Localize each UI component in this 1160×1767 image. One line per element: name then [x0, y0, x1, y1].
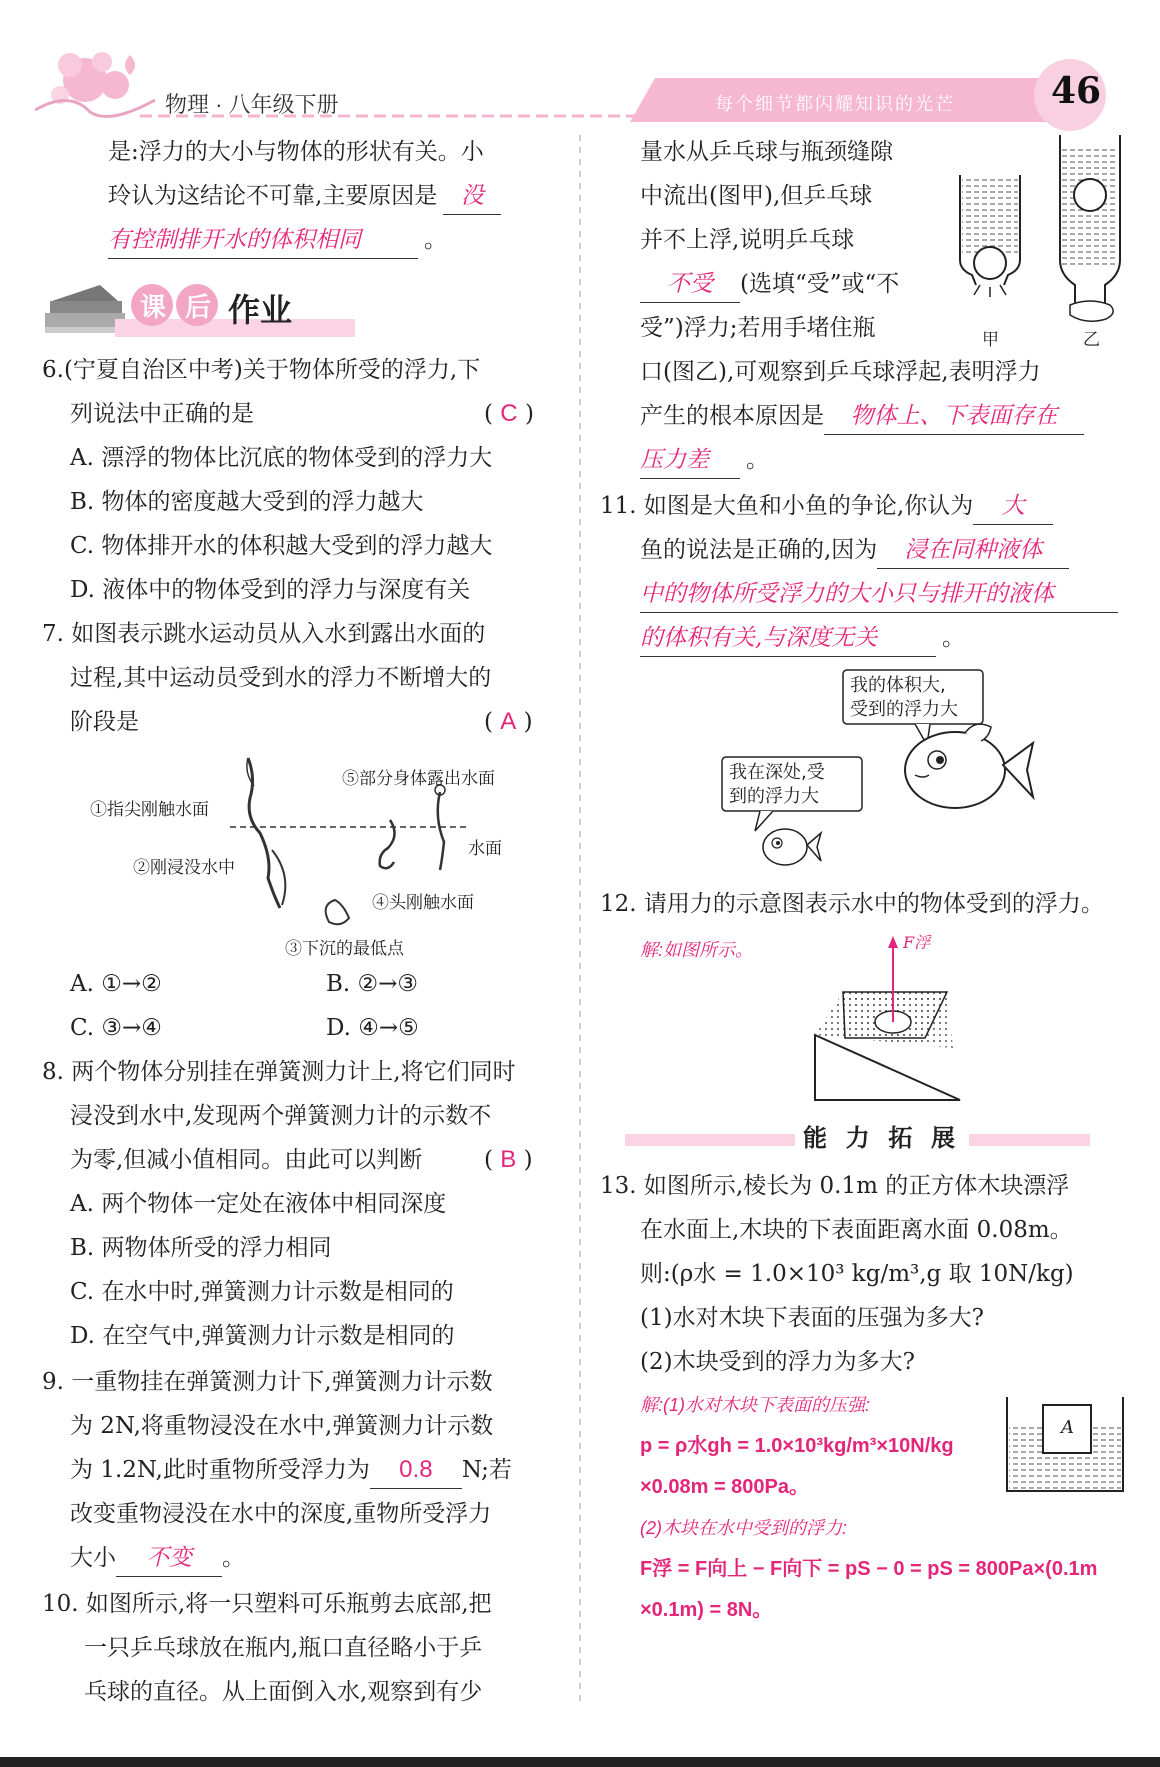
- homework-title-text: 作业: [228, 292, 293, 328]
- homework-section-title: [40, 275, 340, 340]
- q13-solution-2: p = ρ水gh = 1.0×10³kg/m³×10N/kg: [640, 1435, 954, 1457]
- q6-option-a: A. 漂浮的物体比沉底的物体受到的浮力大: [70, 445, 493, 471]
- q11-line4: [640, 616, 965, 660]
- block-label: A: [1061, 1417, 1074, 1438]
- q11-answer-1: 大: [973, 488, 1053, 525]
- intro-line1: 是:浮力的大小与物体的形状有关。小: [108, 139, 484, 165]
- bottom-bar: [0, 1757, 1160, 1767]
- q10-line4: 量水从乒乓球与瓶颈缝隙: [640, 139, 893, 165]
- q10-end-period: 。: [746, 447, 769, 473]
- q8-answer: B: [500, 1146, 517, 1173]
- q8-stem-line1: 8. 两个物体分别挂在弹簧测力计上,将它们同时: [42, 1059, 516, 1085]
- q10-line7: [640, 262, 899, 306]
- q7-stem-line1: 7. 如图表示跳水运动员从入水到露出水面的: [42, 621, 486, 647]
- incline-diagram: [805, 930, 975, 1105]
- diver-label-5: ⑤部分身体露出水面: [342, 769, 495, 788]
- q13-line3: 则:(ρ水 = 1.0×10³ kg/m³,g 取 10N/kg): [640, 1261, 1074, 1287]
- q6-option-b: B. 物体的密度越大受到的浮力越大: [70, 489, 424, 515]
- diver-label-4: ④头刚触水面: [372, 893, 474, 912]
- q13-solution-4: (2)木块在水中受到的浮力:: [640, 1518, 847, 1538]
- q7-stem-line3: 阶段是: [70, 709, 139, 735]
- q10-line9: 口(图乙),可观察到乒乓球浮起,表明浮力: [640, 359, 1041, 385]
- intro-period: 。: [424, 227, 447, 253]
- q13-solution-1: 解:(1)水对木块下表面的压强:: [640, 1395, 870, 1415]
- diver-label-water: 水面: [468, 839, 502, 858]
- small-fish-speech-2: 到的浮力大: [729, 786, 819, 807]
- page-number: 46: [1051, 70, 1102, 112]
- q12-solution: 解:如图所示。: [640, 940, 754, 960]
- bottle-label-b: 乙: [1083, 330, 1100, 349]
- q8-stem-line2: 浸没到水中,发现两个弹簧测力计的示数不: [70, 1103, 492, 1129]
- q9-line5-end: 。: [222, 1545, 245, 1571]
- diver-label-1: ①指尖刚触水面: [90, 800, 209, 819]
- page-header: [0, 40, 1160, 130]
- q12-stem: 12. 请用力的示意图表示水中的物体受到的浮力。: [600, 891, 1104, 917]
- q10-line11: [640, 438, 769, 482]
- q11-answer-2c: 的体积有关,与深度无关: [640, 620, 936, 657]
- q9-line1: 9. 一重物挂在弹簧测力计下,弹簧测力计示数: [42, 1369, 493, 1395]
- q10-line3: 乓球的直径。从上面倒入水,观察到有少: [84, 1679, 483, 1705]
- bottle-figure: [950, 135, 1130, 349]
- q9-answer-2: 不变: [116, 1540, 222, 1577]
- q10-answer-2a: 物体上、下表面存在: [824, 398, 1084, 435]
- q7-answer: A: [500, 708, 517, 735]
- q6-answer: C: [500, 400, 518, 427]
- big-fish-speech-1: 我的体积大,: [850, 675, 946, 696]
- q8-option-b: B. 两物体所受的浮力相同: [70, 1235, 332, 1261]
- q6-option-d: D. 液体中的物体受到的浮力与深度有关: [70, 577, 471, 603]
- q7-answer-paren: ( A ): [484, 708, 533, 735]
- q11-answer-2b: 中的物体所受浮力的大小只与排开的液体: [640, 576, 1118, 613]
- book-title: 物理 · 八年级下册: [165, 92, 339, 117]
- flower-ornament-icon: [30, 40, 160, 125]
- q9-line5: [70, 1536, 245, 1580]
- q11-line2-text: 鱼的说法是正确的,因为: [640, 537, 878, 563]
- q13-solution-3: ×0.08m = 800Pa。: [640, 1476, 810, 1498]
- block-diagram: [1005, 1395, 1125, 1495]
- q13-solution-5: F浮 = F向上 − F向下 = pS − 0 = pS = 800Pa×(0.1m: [640, 1558, 1098, 1580]
- q6-stem-line2: 列说法中正确的是: [70, 401, 254, 427]
- q7-option-a: A. ①→②: [70, 971, 162, 997]
- q11-line1: [600, 484, 1053, 528]
- incline-figure: [805, 930, 975, 1105]
- q11-line1-text: 11. 如图是大鱼和小鱼的争论,你认为: [600, 493, 974, 519]
- q8-option-a: A. 两个物体一定处在液体中相同深度: [70, 1191, 447, 1217]
- q10-answer-2b: 压力差: [640, 442, 740, 479]
- q9-line3: [70, 1448, 512, 1492]
- q7-option-c: C. ③→④: [70, 1015, 162, 1041]
- motto-text: 每个细节都闪耀知识的光芒: [715, 94, 955, 114]
- q8-stem-line3: 为零,但减小值相同。由此可以判断: [70, 1147, 423, 1173]
- q7-stem-line2: 过程,其中运动员受到水的浮力不断增大的: [70, 665, 492, 691]
- q10-line5: 中流出(图甲),但乒乓球: [640, 183, 873, 209]
- block-figure: [1005, 1395, 1125, 1495]
- intro-line2-text: 玲认为这结论不可靠,主要原因是: [108, 183, 438, 209]
- q13-question-1: (1)水对木块下表面的压强为多大?: [640, 1305, 984, 1331]
- q6-stem-line1: 6.(宁夏自治区中考)关于物体所受的浮力,下: [42, 357, 481, 383]
- intro-line2: [108, 174, 501, 218]
- answer-blank-intro-1: 没: [443, 178, 501, 215]
- header-dashed-line: [140, 114, 640, 118]
- q10-line10-text: 产生的根本原因是: [640, 403, 824, 429]
- q11-end-period: 。: [942, 625, 965, 651]
- q10-line8: 受”)浮力;若用手堵住瓶: [640, 315, 876, 341]
- q11-answer-2a: 浸在同种液体: [877, 532, 1069, 569]
- q13-line2: 在水面上,木块的下表面距离水面 0.08m。: [640, 1217, 1073, 1243]
- q9-line4: 改变重物浸没在水中的深度,重物所受浮力: [70, 1501, 492, 1527]
- diver-label-3: ③下沉的最低点: [285, 939, 404, 958]
- bottle-diagram: [950, 135, 1130, 345]
- q10-line2: 一只乒乓球放在瓶内,瓶口直径略小于乒: [84, 1635, 483, 1661]
- q7-option-d: D. ④→⑤: [326, 1015, 419, 1041]
- q10-line10: [640, 394, 1084, 438]
- q13-solution-6: ×0.1m) = 8N。: [640, 1599, 773, 1621]
- q11-line3: [640, 572, 1118, 616]
- fish-figure: [715, 665, 1055, 880]
- q9-line5-text: 大小: [70, 1545, 116, 1571]
- ability-title-text: 能 力 拓 展: [795, 1118, 969, 1153]
- q10-line7-text: (选填“受”或“不: [740, 271, 900, 297]
- small-fish-speech-1: 我在深处,受: [729, 762, 825, 783]
- q7-option-b: B. ②→③: [326, 971, 419, 997]
- q10-answer-1: 不受: [640, 266, 740, 303]
- q10-line6: 并不上浮,说明乒乓球: [640, 227, 855, 253]
- q9-line3-text: 为 1.2N,此时重物所受浮力为: [70, 1457, 370, 1483]
- homework-title-char-1: 课: [140, 292, 167, 322]
- q11-line2: [640, 528, 1069, 572]
- q8-option-d: D. 在空气中,弹簧测力计示数是相同的: [70, 1323, 455, 1349]
- force-label: F浮: [903, 933, 931, 952]
- homework-title-char-2: 后: [185, 292, 212, 322]
- q9-line2: 为 2N,将重物浸没在水中,弹簧测力计示数: [70, 1413, 494, 1439]
- q9-line3-unit: N;若: [461, 1457, 512, 1483]
- intro-line3: [108, 218, 447, 262]
- q13-question-2: (2)木块受到的浮力为多大?: [640, 1349, 915, 1375]
- big-fish-speech-2: 受到的浮力大: [850, 699, 958, 720]
- diver-figure: [90, 750, 550, 960]
- answer-blank-intro-2: 有控制排开水的体积相同: [108, 222, 418, 259]
- ability-section-title: [625, 1112, 1090, 1164]
- q10-line1: 10. 如图所示,将一只塑料可乐瓶剪去底部,把: [42, 1591, 492, 1617]
- bottle-label-a: 甲: [982, 330, 999, 349]
- q6-answer-paren: ( C ): [484, 400, 534, 427]
- q8-answer-paren: ( B ): [484, 1146, 533, 1173]
- q9-answer-1: 0.8: [370, 1452, 462, 1489]
- q8-option-c: C. 在水中时,弹簧测力计示数是相同的: [70, 1279, 454, 1305]
- column-divider: [578, 135, 582, 1705]
- q13-line1: 13. 如图所示,棱长为 0.1m 的正方体木块漂浮: [600, 1173, 1070, 1199]
- q6-option-c: C. 物体排开水的体积越大受到的浮力越大: [70, 533, 493, 559]
- diver-label-2: ②刚浸没水中: [133, 858, 235, 877]
